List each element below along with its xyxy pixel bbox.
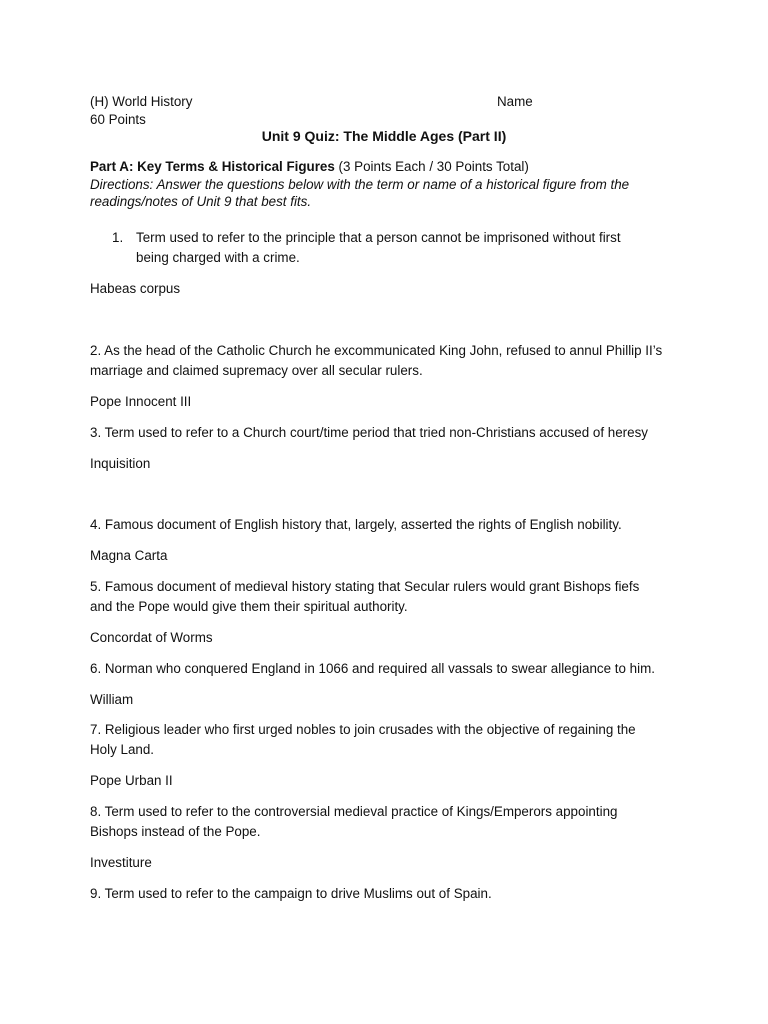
question-7-line-1: 7. Religious leader who first urged nobles to join crusades with the objective of regaining the — [90, 722, 636, 737]
question-1-line-1: Term used to refer to the principle that a person cannot be imprisoned without first — [136, 230, 621, 245]
question-9-line-1: 9. Term used to refer to the campaign to drive Muslims out of Spain. — [90, 886, 492, 901]
question-7-line-2: Holy Land. — [90, 742, 155, 757]
answer-5: Concordat of Worms — [90, 630, 213, 645]
points-label: 60 Points — [90, 112, 146, 127]
part-a-heading-line — [90, 159, 529, 174]
question-5-line-1: 5. Famous document of medieval history stating that Secular rulers would grant Bishops fiefs — [90, 579, 640, 594]
question-6-line-1: 6. Norman who conquered England in 1066 and required all vassals to swear allegiance to him. — [90, 661, 655, 676]
question-5-line-2: and the Pope would give them their spiritual authority. — [90, 599, 408, 614]
name-label: Name — [497, 94, 533, 109]
question-3-line-1: 3. Term used to refer to a Church court/time period that tried non-Christians accused of heresy — [90, 425, 648, 440]
question-8-line-2: Bishops instead of the Pope. — [90, 824, 261, 839]
answer-1: Habeas corpus — [90, 281, 181, 296]
answer-7: Pope Urban II — [90, 773, 173, 788]
question-1-number: 1. — [112, 230, 124, 245]
answer-4: Magna Carta — [90, 548, 168, 563]
quiz-title: Unit 9 Quiz: The Middle Ages (Part II) — [261, 128, 507, 144]
answer-3: Inquisition — [90, 456, 151, 471]
answer-2: Pope Innocent III — [90, 394, 192, 409]
part-a-heading: Part A: Key Terms & Historical Figures — [90, 159, 335, 174]
answer-6: William — [90, 692, 134, 707]
course-label: (H) World History — [90, 94, 193, 109]
directions-line-1: Directions: Answer the questions below with the term or name of a historical figure from the — [90, 177, 630, 192]
part-a-points-note: (3 Points Each / 30 Points Total) — [334, 159, 529, 174]
question-1-line-2: being charged with a crime. — [136, 250, 300, 265]
question-2-line-1: 2. As the head of the Catholic Church he excommunicated King John, refused to annul Phillip II’s — [90, 343, 663, 358]
answer-8: Investiture — [90, 855, 152, 870]
directions-line-2: readings/notes of Unit 9 that best fits. — [90, 194, 312, 209]
question-4-line-1: 4. Famous document of English history that, largely, asserted the rights of English nobility. — [90, 517, 622, 532]
question-8-line-1: 8. Term used to refer to the controversial medieval practice of Kings/Emperors appointing — [90, 804, 618, 819]
question-2-line-2: marriage and claimed supremacy over all secular rulers. — [90, 363, 423, 378]
